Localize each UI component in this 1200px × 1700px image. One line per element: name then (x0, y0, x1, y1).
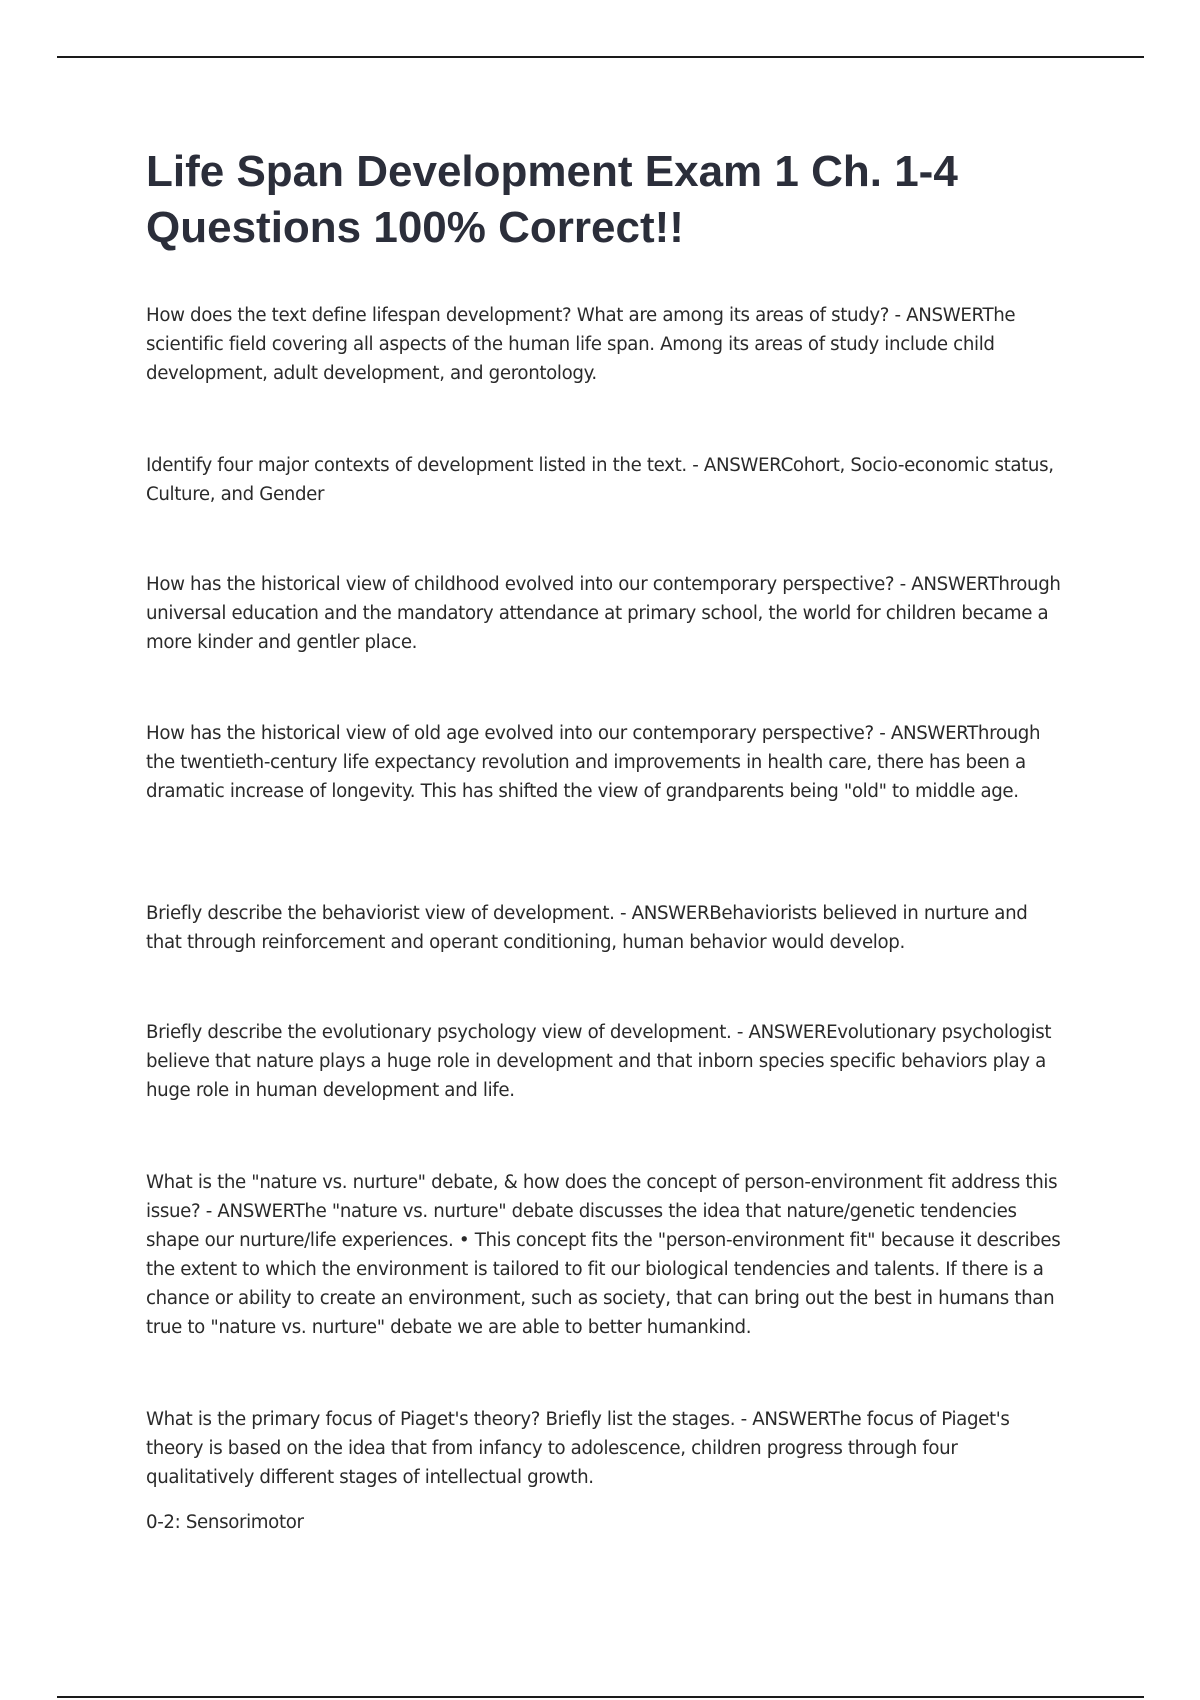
answer-separator: - ANSWER (889, 305, 983, 326)
question-text: What is the primary focus of Piaget's theory? Briefly list the stages. (146, 1409, 736, 1430)
answer-separator: - ANSWER (735, 1409, 829, 1430)
qa-item (146, 719, 1066, 806)
answer-text: The "nature vs. nurture" debate discusses the idea that nature/genetic tendencies shape our nurture/life experiences. • This concept fits the "person-environment fit" because it describes the extent to which the environment is tailored to fit our biological tendencies and talents. If there is a chance or ability to create an environment, such as society, that can bring out the best in humans than true to "nature vs. nurture" debate we are able to better humankind. (146, 1201, 1061, 1338)
qa-item (146, 1405, 1066, 1492)
qa-item (146, 1018, 1066, 1105)
answer-text: Through universal education and the mandatory attendance at primary school, the world for children became a more kinder and gentler place. (146, 574, 1061, 653)
answer-text: Behaviorists believed in nurture and that through reinforcement and operant conditioning, human behavior would develop. (146, 903, 1028, 953)
answer-separator: - ANSWER (200, 1201, 294, 1222)
question-text: Briefly describe the evolutionary psychology view of development. (146, 1022, 732, 1043)
qa-item (146, 301, 1066, 388)
answer-separator: - ANSWER (614, 903, 710, 924)
question-text: Identify four major contexts of development listed in the text. (146, 455, 687, 476)
answer-text: Cohort, Socio-economic status, Culture, and Gender (146, 455, 1054, 505)
answer-separator: - ANSWER (731, 1022, 827, 1043)
qa-item (146, 899, 1066, 957)
question-text: How does the text define lifespan development? What are among its areas of study? (146, 305, 890, 326)
top-divider (57, 56, 1144, 58)
answer-text: Through the twentieth-century life expectancy revolution and improvements in health care, there has been a dramatic increase of longevity. This has shifted the view of grandparents being "old" to middle age. (146, 723, 1041, 802)
answer-text: The focus of Piaget's theory is based on the idea that from infancy to adolescence, children progress through four qualitatively different stages of intellectual growth. (146, 1409, 1010, 1488)
answer-separator: - ANSWER (894, 574, 988, 595)
question-text: How has the historical view of childhood evolved into our contemporary perspective? (146, 574, 895, 595)
qa-item (146, 570, 1066, 657)
answer-text: Evolutionary psychologist believe that nature plays a huge role in development and that inborn species specific behaviors play a huge role in human development and life. (146, 1022, 1052, 1101)
answer-separator: - ANSWER (873, 723, 968, 744)
question-text: What is the "nature vs. nurture" debate, & how does the concept of person-environment fit address this issue? (146, 1172, 1058, 1222)
question-text: How has the historical view of old age evolved into our contemporary perspective? (146, 723, 874, 744)
qa-item (146, 1168, 1066, 1342)
qa-item (146, 451, 1066, 509)
bottom-divider (57, 1696, 1144, 1698)
answer-text: The scientific field covering all aspects of the human life span. Among its areas of study include child development, adult development, and gerontology. (146, 305, 1016, 384)
page-title: Life Span Development Exam 1 Ch. 1-4 Questions 100% Correct!! (146, 147, 958, 252)
answer-separator: - ANSWER (686, 455, 781, 476)
question-text: Briefly describe the behaviorist view of development. (146, 903, 615, 924)
stage-line: 0-2: Sensorimotor (146, 1512, 304, 1533)
